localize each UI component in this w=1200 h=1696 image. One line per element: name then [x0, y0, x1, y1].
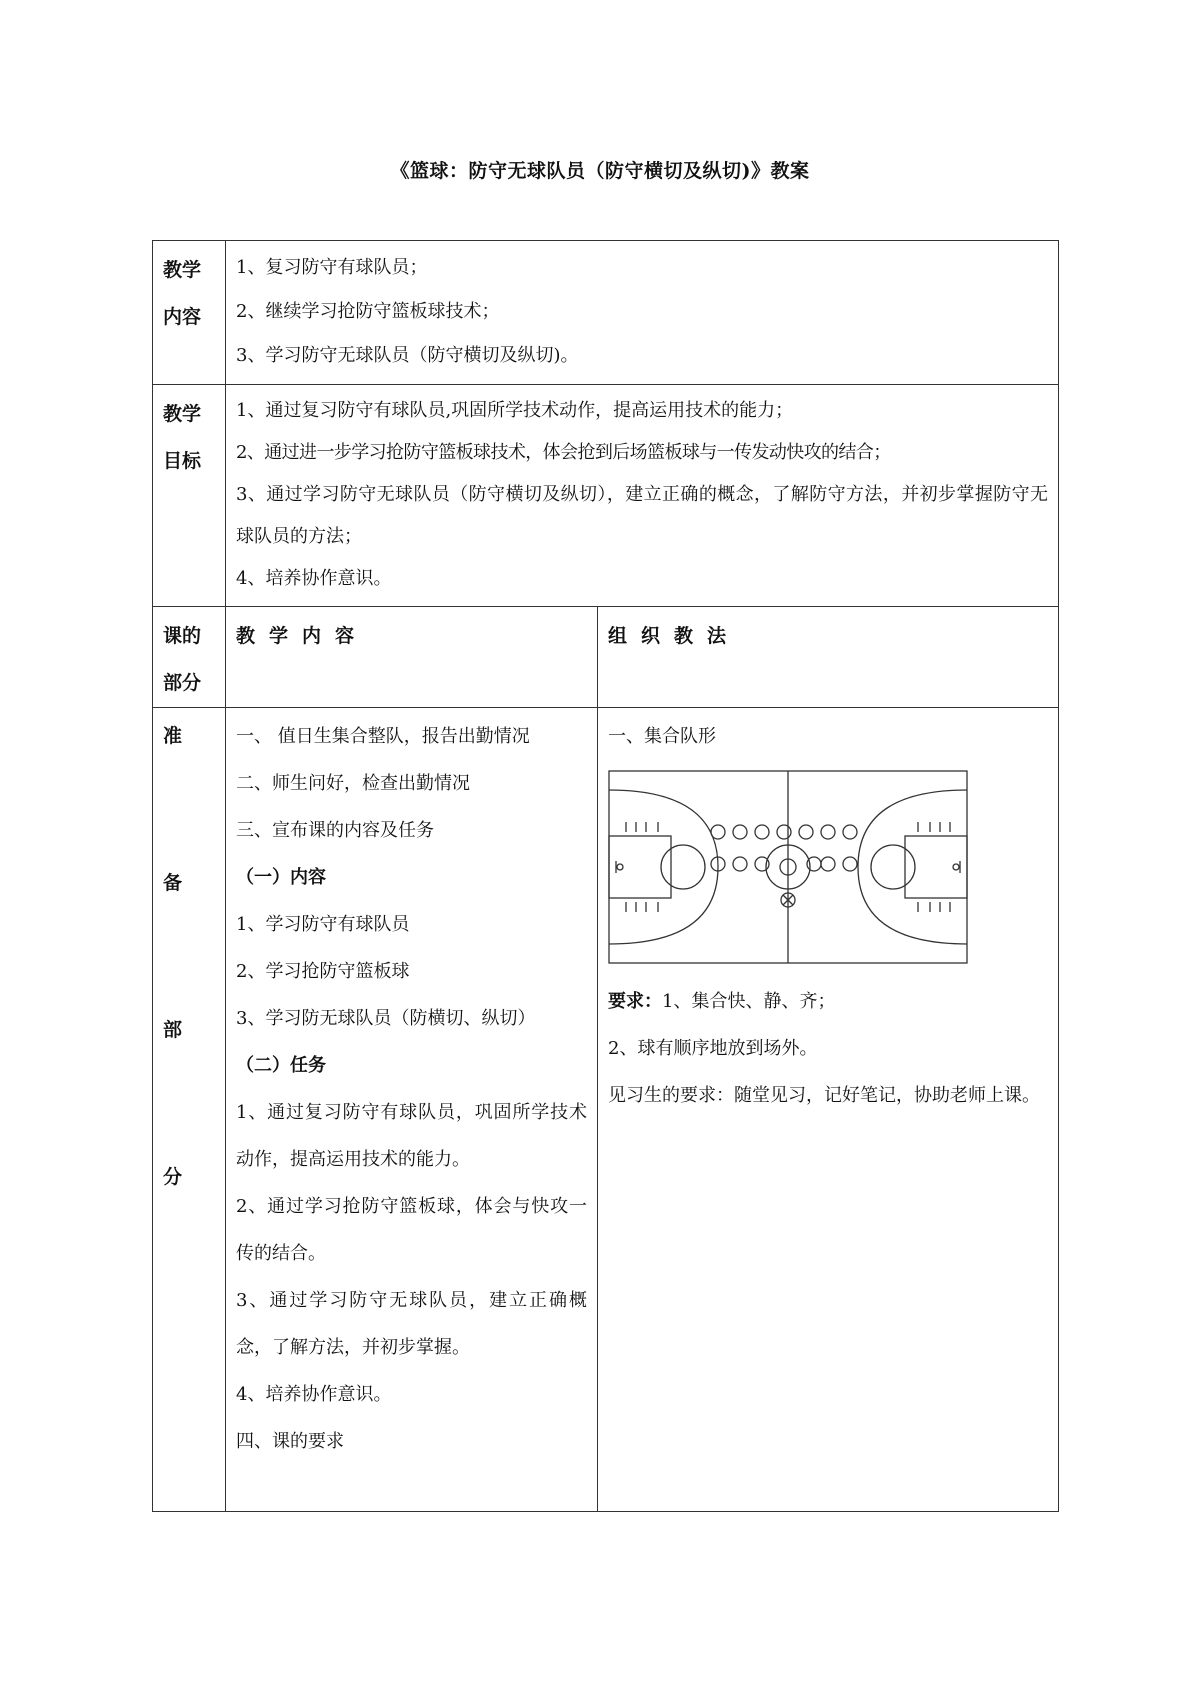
student-row-2: [711, 857, 857, 871]
prep-content-cell: [226, 708, 598, 1512]
prep-label-char: 准: [163, 725, 183, 747]
content-item: 1、复习防守有球队员；: [236, 257, 428, 278]
goals-label-line1: 教学: [163, 403, 202, 425]
observer-note: 见习生的要求：随堂见习，记好笔记，协助老师上课。: [608, 1085, 1040, 1106]
left-key: [609, 836, 671, 898]
right-key: [905, 836, 967, 898]
part-header-line2: 部分: [163, 672, 202, 694]
right-three-point-arc: [858, 790, 967, 944]
part-header-cell: [153, 607, 226, 708]
goal-item: 3、通过学习防守无球队员（防守横切及纵切），建立正确的概念，了解防守方法，并初步掌握防守无球队员的方法；: [236, 484, 1049, 547]
content-header: 教学内容: [236, 625, 369, 647]
prep-line: 3、通过学习防守无球队员，建立正确概念，了解方法，并初步掌握。: [236, 1290, 587, 1358]
left-three-point-arc: [609, 790, 718, 944]
prep-line: 二、师生问好，检查出勤情况: [236, 773, 470, 794]
goals-row: [153, 385, 1059, 607]
goal-item: 1、通过复习防守有球队员,巩固所学技术动作，提高运用技术的能力；: [236, 400, 794, 421]
content-row: [153, 241, 1059, 385]
content-header-cell: [226, 607, 598, 708]
prep-line: 2、通过学习抢防守篮板球，体会与快攻一传的结合。: [236, 1196, 587, 1264]
prep-row: [153, 708, 1059, 1512]
lesson-plan-table: [152, 240, 1059, 1512]
content-label-line2: 内容: [163, 306, 202, 328]
right-basket: [953, 864, 959, 870]
prep-line: 四、课的要求: [236, 1431, 344, 1452]
requirements-line: [608, 978, 1048, 1025]
page-title: 《篮球：防守无球队员（防守横切及纵切)》教案: [390, 160, 810, 182]
prep-label-char: 分: [163, 1166, 183, 1188]
content-item: 2、继续学习抢防守篮板球技术；: [236, 301, 500, 322]
method-header: 组织教法: [608, 625, 741, 647]
content-item: 3、学习防守无球队员（防守横切及纵切)。: [236, 345, 579, 366]
prep-line: 1、通过复习防守有球队员，巩固所学技术动作，提高运用技术的能力。: [236, 1102, 587, 1170]
student-row-1: [711, 825, 857, 839]
part-header-line1: 课的: [163, 625, 202, 647]
prep-line: 4、培养协作意识。: [236, 1384, 392, 1405]
right-free-throw-circle: [871, 845, 915, 889]
method-header-cell: [598, 607, 1059, 708]
content-items-cell: [226, 241, 1059, 385]
requirement-label: 要求：: [608, 991, 662, 1012]
goals-label-cell: [153, 385, 226, 607]
left-free-throw-circle: [661, 845, 705, 889]
content-label-line1: 教学: [163, 259, 202, 281]
goal-item: 2、通过进一步学习抢防守篮板球技术，体会抢到后场篮板球与一传发动快攻的结合；: [236, 442, 891, 463]
prep-line: 2、学习抢防守篮板球: [236, 961, 410, 982]
prep-line: 一、 值日生集合整队，报告出勤情况: [236, 726, 530, 747]
prep-label-char: 备: [163, 872, 183, 894]
prep-label-cell: [153, 708, 226, 1512]
prep-line: 3、学习防无球队员（防横切、纵切）: [236, 1008, 536, 1029]
goals-items-cell: [226, 385, 1059, 607]
left-basket: [617, 864, 623, 870]
header-row: [153, 607, 1059, 708]
prep-subheading: （一）内容: [236, 867, 326, 888]
requirement-item: 1、集合快、静、齐；: [662, 991, 836, 1012]
content-label-cell: [153, 241, 226, 385]
prep-line: 三、宣布课的内容及任务: [236, 820, 434, 841]
goals-label-line2: 目标: [163, 450, 202, 472]
prep-line: 1、学习防守有球队员: [236, 914, 410, 935]
prep-method-cell: [598, 708, 1059, 1512]
goal-item: 4、培养协作意识。: [236, 568, 392, 589]
basketball-court-diagram: [608, 770, 968, 964]
formation-heading: 一、集合队形: [608, 726, 716, 747]
requirement-item: 2、球有顺序地放到场外。: [608, 1038, 818, 1059]
prep-subheading: （二）任务: [236, 1055, 326, 1076]
prep-label-char: 部: [163, 1019, 183, 1041]
